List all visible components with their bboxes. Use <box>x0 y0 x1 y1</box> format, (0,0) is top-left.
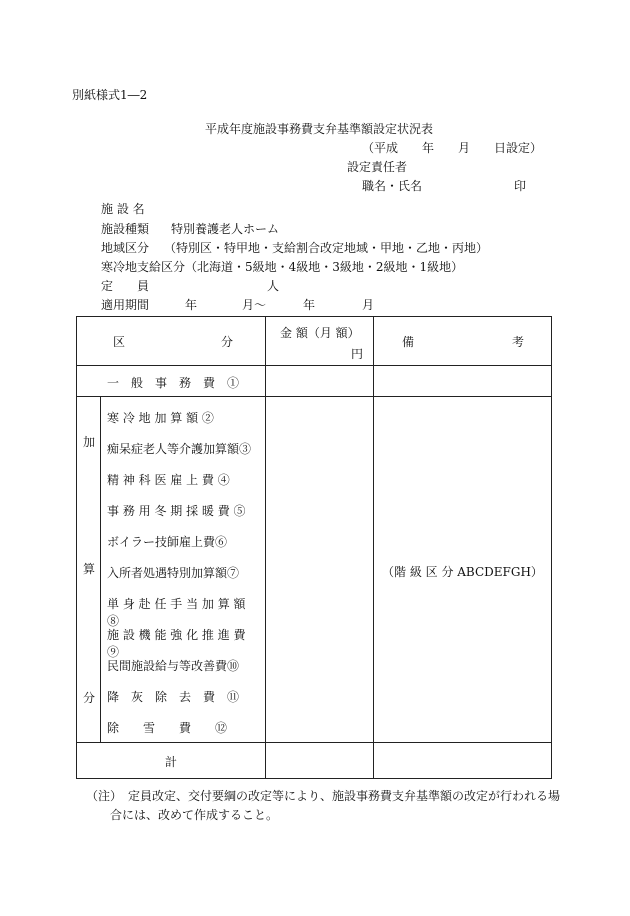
kasan-item-8: 単 身 赴 任 手 当 加 算 額 ⑧ <box>107 597 246 628</box>
kasan-item-3: 痴呆症老人等介護加算額③ <box>107 442 252 456</box>
period-label: 適用期間 <box>101 298 150 312</box>
kasan-item-9: 施 設 機 能 強 化 推 進 費 ⑨ <box>107 628 246 659</box>
header-note-char-2: 考 <box>512 335 525 349</box>
kasan-item-12: 除 雪 費 ⑫ <box>107 721 228 735</box>
kasan-item-7: 入所者処遇特別加算額⑦ <box>107 566 240 580</box>
header-amount-label: 金 額（月 額） <box>280 326 360 340</box>
period-month-1: 月～ <box>242 298 267 312</box>
allowance-table <box>76 316 552 779</box>
kasan-label <box>77 397 101 743</box>
footnote-line-2: 合には、改めて作成すること。 <box>110 808 279 822</box>
grade-class-note: （階 級 区 分 ABCDEFGH） <box>382 565 543 579</box>
cold-region-line: 寒冷地支給区分（北海道・5級地・4級地・3級地・2級地・1級地） <box>101 260 464 274</box>
capacity-unit: 人 <box>267 279 280 293</box>
date-line: （平成 年 月 日設定） <box>362 141 543 155</box>
kasan-item-11: 降 灰 除 去 費 ⑪ <box>107 690 240 704</box>
total-note <box>374 743 552 779</box>
role-name-label: 職名・氏名 <box>362 179 423 193</box>
header-amount-unit: 円 <box>350 347 363 361</box>
period-month-2: 月 <box>362 298 375 312</box>
header-note-char-1: 備 <box>402 335 415 349</box>
kasan-item-10: 民間施設給与等改善費⑩ <box>107 659 240 673</box>
seal-mark: 印 <box>514 179 527 193</box>
header-kubun <box>77 317 266 366</box>
period-year-1: 年 <box>185 298 198 312</box>
header-kubun-char-1: 区 <box>113 335 126 349</box>
kasan-char-3: 分 <box>83 691 96 705</box>
header-amount <box>266 317 374 366</box>
total-label: 計 <box>165 755 178 769</box>
facility-type-label: 施設種類 <box>101 222 150 236</box>
general-expense-amount <box>266 366 374 397</box>
general-expense-note <box>374 366 552 397</box>
region-label: 地域区分 <box>101 241 150 255</box>
kasan-item-4: 精 神 科 医 雇 上 費 ④ <box>107 473 230 487</box>
responsible-person-label: 設定責任者 <box>347 160 408 174</box>
form-id: 別紙様式1―2 <box>72 88 148 102</box>
kasan-char-1: 加 <box>83 435 96 449</box>
total-amount <box>266 743 374 779</box>
header-kubun-char-2: 分 <box>221 335 234 349</box>
period-year-2: 年 <box>303 298 316 312</box>
facility-type-value: 特別養護老人ホーム <box>171 222 280 236</box>
general-expense-label: 一 般 事 務 費 ① <box>107 376 240 390</box>
kasan-item-5: 事 務 用 冬 期 採 暖 費 ⑤ <box>107 504 246 518</box>
general-expense-row <box>77 366 266 397</box>
kasan-note <box>374 397 552 743</box>
kasan-char-2: 算 <box>83 562 96 576</box>
capacity-label: 定 員 <box>101 279 150 293</box>
facility-name-label: 施 設 名 <box>101 202 145 216</box>
kasan-items <box>101 397 266 743</box>
document-title: 平成年度施設事務費支弁基準額設定状況表 <box>205 122 434 136</box>
total-row <box>77 743 266 779</box>
header-note <box>374 317 552 366</box>
kasan-item-2: 寒 冷 地 加 算 額 ② <box>107 411 214 425</box>
region-value: （特別区・特甲地・支給割合改定地域・甲地・乙地・丙地） <box>164 241 489 255</box>
kasan-amount <box>266 397 374 743</box>
kasan-item-6: ボイラー技師雇上費⑥ <box>107 535 228 549</box>
footnote-line-1: （注） 定員改定、交付要綱の改定等により、施設事務費支弁基準額の改定が行われる場 <box>86 789 561 803</box>
